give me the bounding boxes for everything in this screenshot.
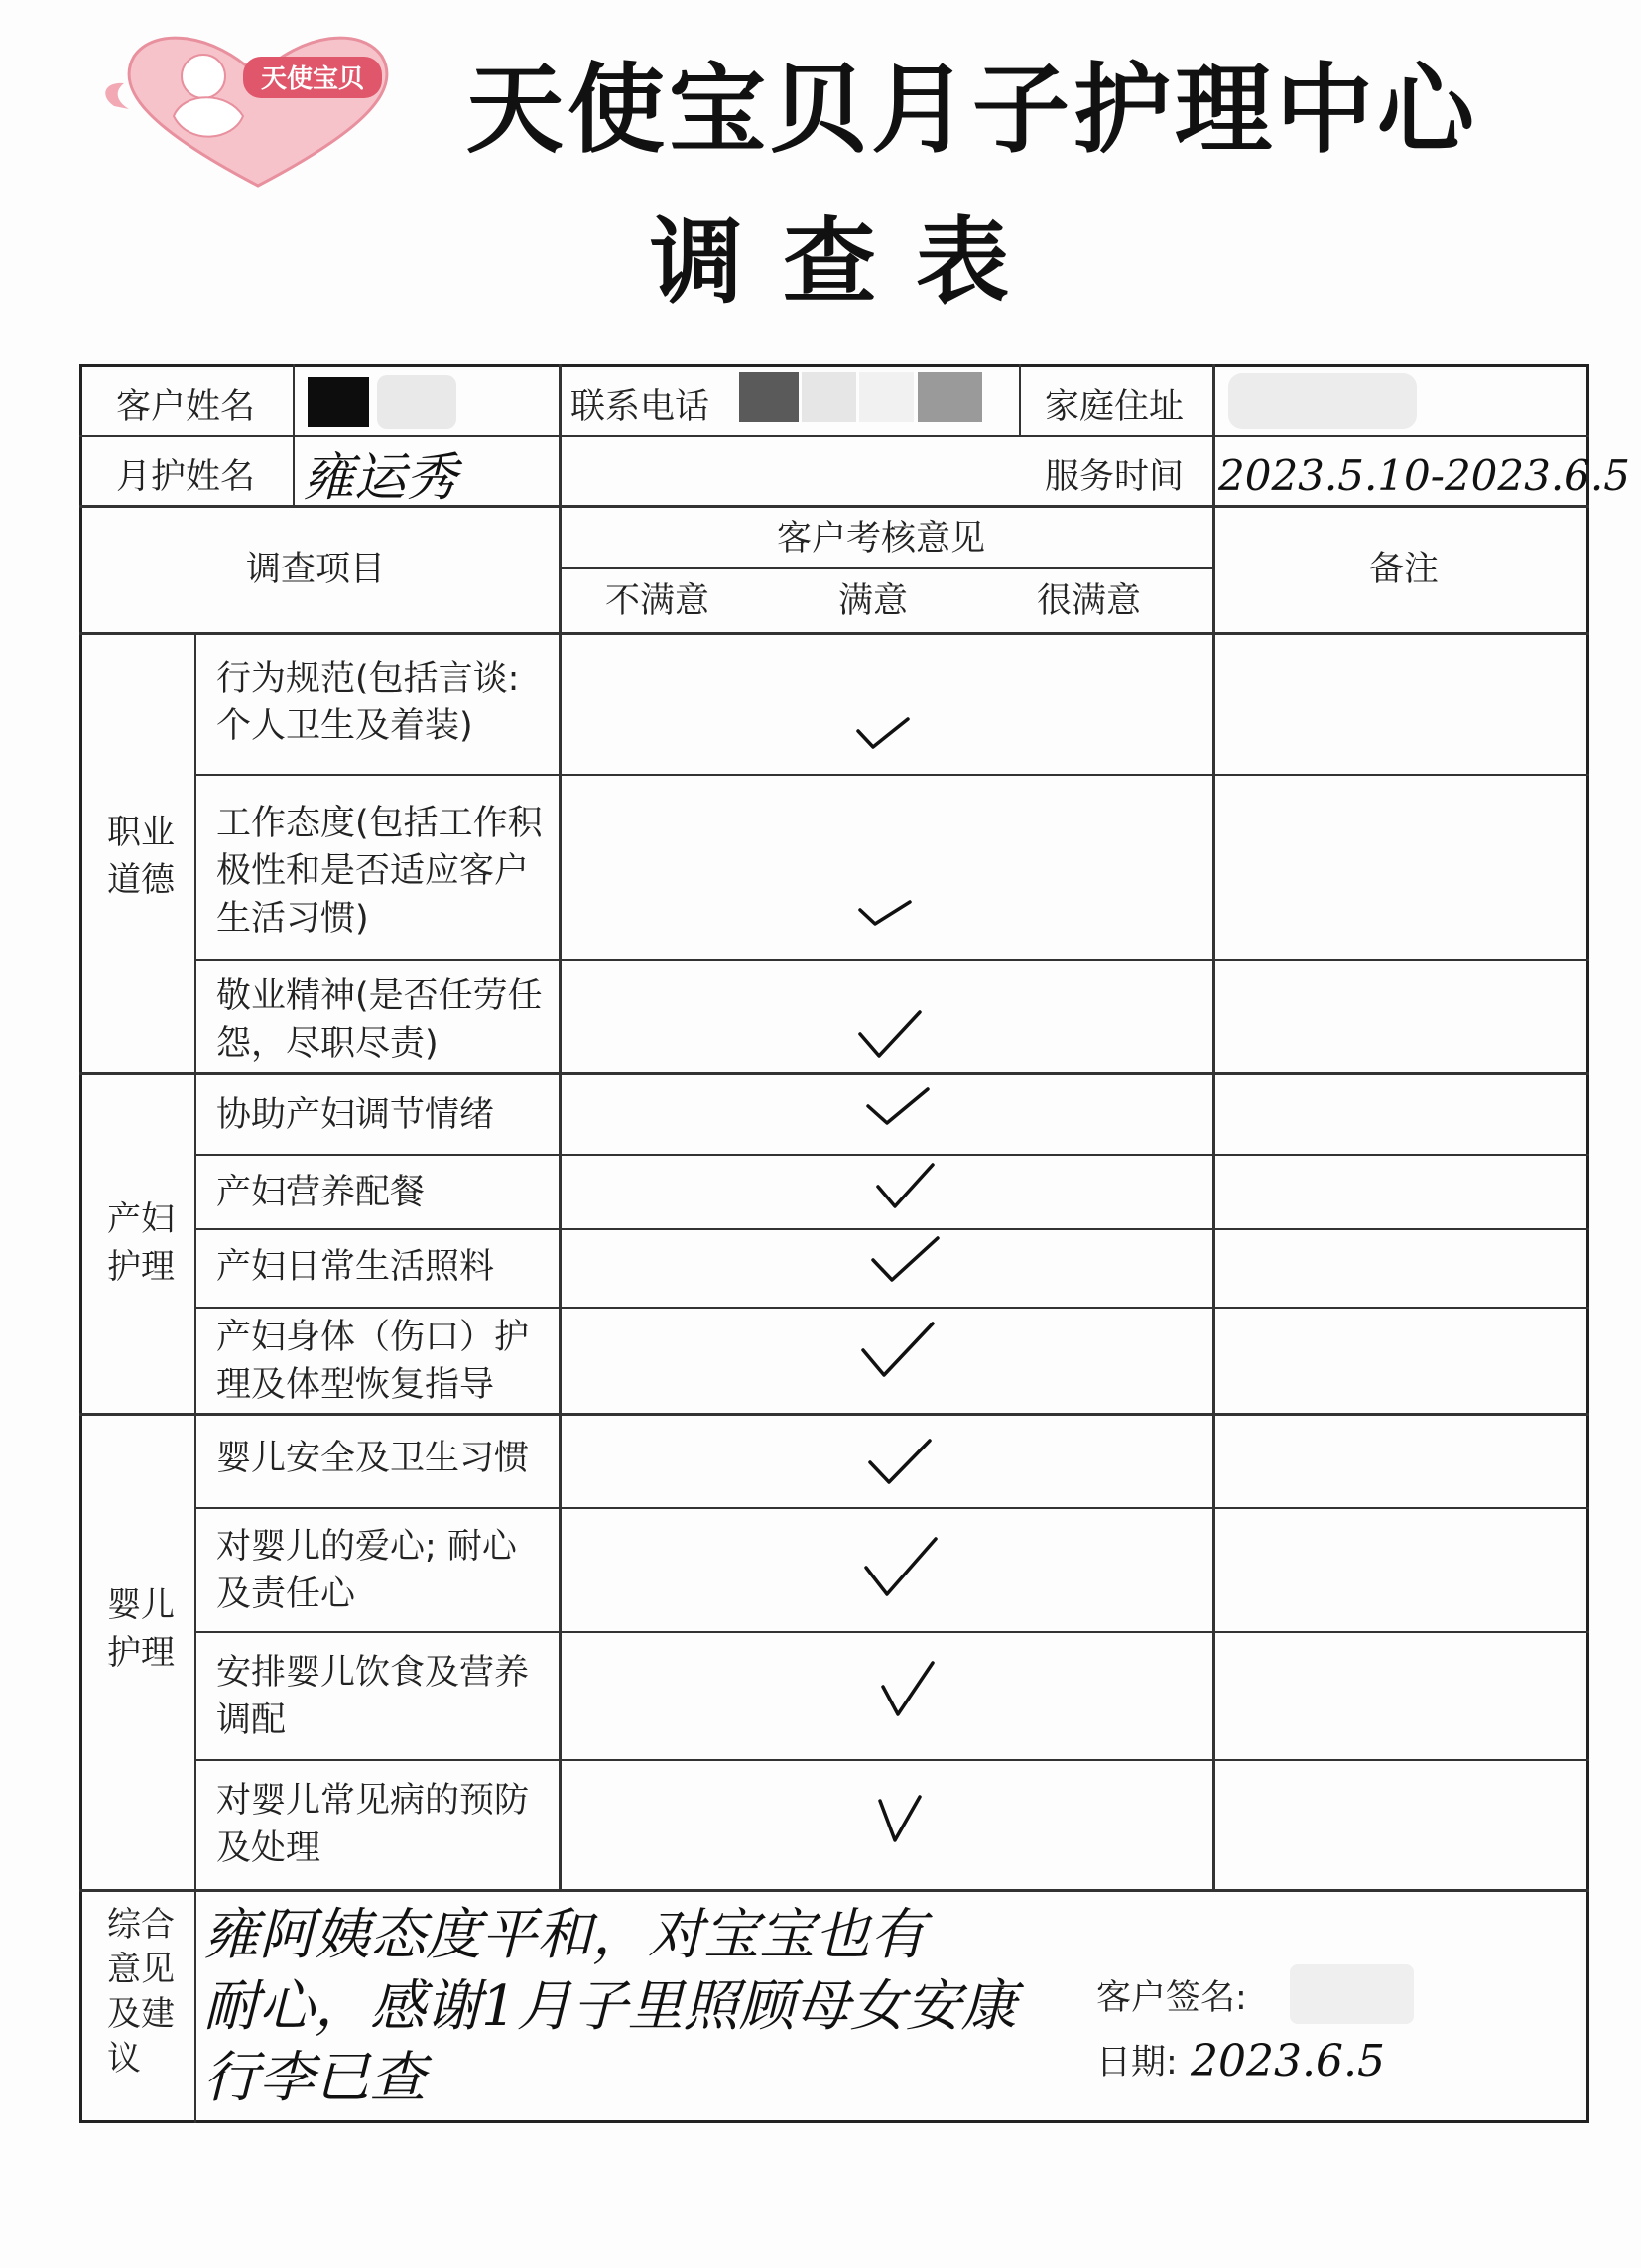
summary-comment-line: 行李已查 <box>203 2046 426 2110</box>
date-value: 2023.6.5 <box>1191 2036 1385 2086</box>
summary-comment-line: 雍阿姨态度平和，对宝宝也有 <box>203 1903 926 1967</box>
col-line <box>1019 364 1021 435</box>
check-mark-icon <box>855 888 915 933</box>
check-mark-icon <box>853 709 913 754</box>
logo-text: 天使宝贝 <box>260 64 365 94</box>
col-line <box>1212 364 1215 1890</box>
col-line <box>293 364 295 505</box>
survey-item <box>216 1314 529 1409</box>
survey-item-line: 怨，尽职尽责) <box>216 1024 439 1064</box>
address-label: 家庭住址 <box>1045 387 1185 427</box>
group-label-infant-care <box>107 1581 175 1677</box>
survey-item-line: 安排婴儿饮食及营养 <box>216 1653 530 1693</box>
group-label-maternal-care <box>107 1196 175 1291</box>
signature-redaction <box>1290 1964 1414 2024</box>
check-mark-icon <box>858 1318 938 1382</box>
survey-item <box>216 1091 494 1139</box>
survey-item <box>216 972 543 1068</box>
summary-label <box>107 1903 175 2081</box>
survey-item-line: 婴儿安全及卫生习惯 <box>216 1439 530 1478</box>
survey-items-header: 调查项目 <box>246 550 386 589</box>
very-satisfied-header: 很满意 <box>1037 581 1142 621</box>
survey-item-line: 及责任心 <box>216 1575 356 1614</box>
survey-item <box>216 800 543 943</box>
date-label: 日期: <box>1096 2043 1178 2082</box>
check-mark-icon <box>875 1791 925 1845</box>
heart-angel-logo <box>94 22 422 190</box>
customer-name-redaction <box>308 377 369 427</box>
check-mark-icon <box>863 1081 933 1131</box>
opinion-header: 客户考核意见 <box>777 519 986 559</box>
check-mark-icon <box>861 1533 941 1602</box>
summary-label-line: 意见 <box>107 1950 175 1989</box>
survey-item-line: 行为规范(包括言谈: <box>216 659 520 698</box>
row-line <box>194 1228 1589 1230</box>
check-mark-icon <box>855 1004 925 1064</box>
survey-item <box>216 1435 529 1482</box>
not-satisfied-header: 不满意 <box>605 581 710 621</box>
phone-redaction <box>739 372 799 422</box>
survey-item-line: 及处理 <box>216 1828 321 1868</box>
row-line <box>194 959 1589 961</box>
address-redaction <box>1228 373 1417 429</box>
survey-item-line: 个人卫生及着装) <box>216 706 473 746</box>
survey-item-line: 工作态度(包括工作积 <box>216 804 543 843</box>
row-line <box>559 567 1213 569</box>
nurse-name-label: 月护姓名 <box>116 457 256 497</box>
row-line <box>79 1413 1589 1416</box>
survey-item <box>216 1777 529 1872</box>
row-line <box>194 1507 1589 1509</box>
survey-item-line: 产妇身体（伤口）护 <box>216 1318 530 1357</box>
row-line <box>194 1759 1589 1761</box>
row-line <box>194 1307 1589 1309</box>
row-line <box>194 1631 1589 1633</box>
col-line <box>194 632 196 2123</box>
group-label-professional-ethics <box>107 809 175 904</box>
row-line <box>79 632 1589 635</box>
row-line <box>194 1154 1589 1156</box>
survey-item <box>216 1169 425 1216</box>
summary-label-line: 议 <box>107 2039 141 2079</box>
row-line <box>194 774 1589 776</box>
survey-item-line: 对婴儿常见病的预防 <box>216 1781 530 1821</box>
check-mark-icon <box>865 1435 935 1489</box>
survey-item-line: 生活习惯) <box>216 899 369 939</box>
group-label-line: 婴儿 <box>107 1585 175 1625</box>
check-mark-icon <box>878 1657 938 1721</box>
row-line <box>79 435 1589 437</box>
survey-item-line: 产妇营养配餐 <box>216 1173 426 1212</box>
phone-redaction <box>859 372 914 422</box>
phone-label: 联系电话 <box>570 387 710 427</box>
survey-item <box>216 655 519 750</box>
group-label-line: 道德 <box>107 860 175 900</box>
survey-item-line: 对婴儿的爱心; 耐心 <box>216 1527 517 1567</box>
group-label-line: 护理 <box>107 1247 175 1287</box>
group-label-line: 职业 <box>107 813 175 852</box>
survey-item-line: 理及体型恢复指导 <box>216 1365 495 1405</box>
survey-item-line: 敬业精神(是否任劳任 <box>216 976 543 1016</box>
summary-comment <box>203 1900 1017 2114</box>
service-time-value: 2023.5.10-2023.6.5 <box>1218 451 1630 500</box>
check-mark-icon <box>873 1159 938 1213</box>
summary-label-line: 及建 <box>107 1994 175 2034</box>
col-line <box>559 364 562 1890</box>
service-time-label: 服务时间 <box>1045 457 1185 497</box>
survey-item <box>216 1243 494 1291</box>
survey-item-line: 协助产妇调节情绪 <box>216 1095 495 1135</box>
survey-item <box>216 1649 529 1744</box>
signature-label: 客户签名: <box>1096 1978 1247 2018</box>
survey-item-line: 极性和是否适应客户 <box>216 851 530 891</box>
survey-item <box>216 1523 517 1618</box>
survey-item-line: 调配 <box>216 1701 287 1740</box>
phone-redaction <box>918 372 982 422</box>
group-label-line: 产妇 <box>107 1199 175 1239</box>
row-line <box>79 1889 1589 1892</box>
summary-label-line: 综合 <box>107 1905 175 1945</box>
org-title: 天使宝贝月子护理中心 <box>466 54 1479 167</box>
heart-wing-left <box>105 83 129 109</box>
group-label-line: 护理 <box>107 1633 175 1673</box>
satisfied-header: 满意 <box>838 581 909 621</box>
remarks-header: 备注 <box>1369 550 1440 589</box>
phone-redaction <box>802 372 856 422</box>
check-mark-icon <box>868 1232 943 1287</box>
angel-head <box>182 55 225 98</box>
nurse-name-value: 雍运秀 <box>303 448 458 508</box>
customer-name-label: 客户姓名 <box>116 387 256 427</box>
row-line <box>79 1072 1589 1075</box>
form-title: 调查表 <box>650 208 1050 316</box>
customer-name-redaction <box>377 375 456 429</box>
summary-comment-line: 耐心，感谢1月子里照顾母女安康 <box>203 1974 1017 2039</box>
survey-item-line: 产妇日常生活照料 <box>216 1247 495 1287</box>
